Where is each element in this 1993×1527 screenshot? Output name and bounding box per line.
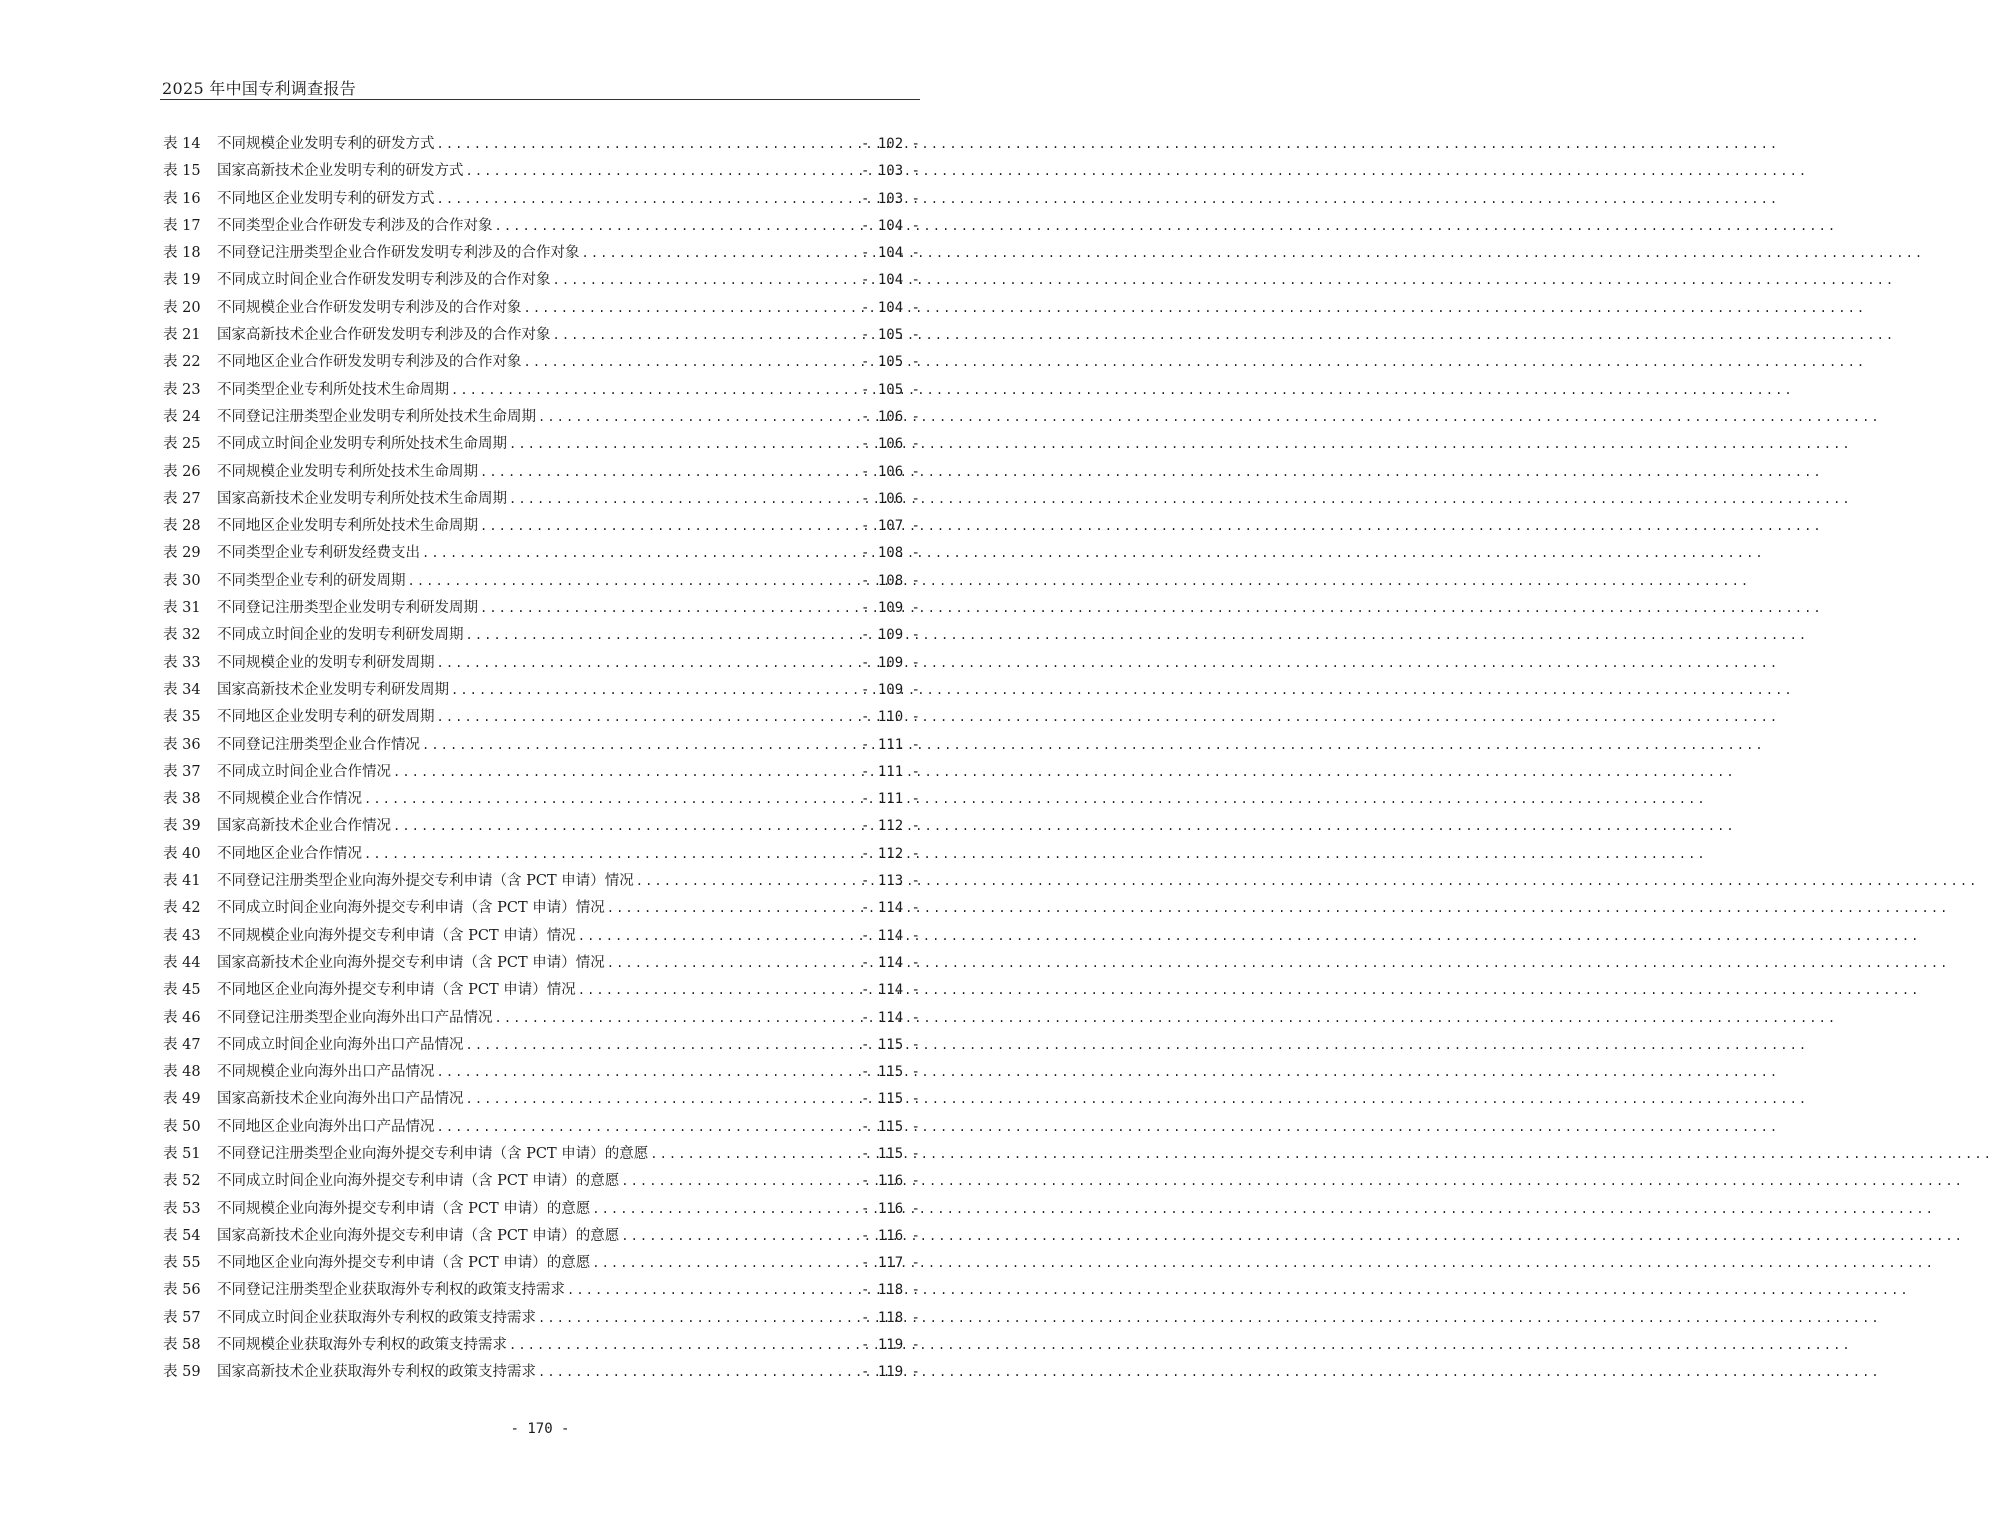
toc-entry-title: 不同规模企业发明专利所处技术生命周期 xyxy=(217,463,478,480)
toc-entry-title: 不同地区企业向海外出口产品情况 xyxy=(217,1118,435,1135)
toc-entry-label: 表 54 xyxy=(163,1227,201,1244)
toc-entry-label: 表 15 xyxy=(163,163,201,180)
toc-entry-page: - 108 - xyxy=(860,545,920,562)
dot-leader xyxy=(364,841,857,868)
toc-entry-label: 表 37 xyxy=(163,763,201,780)
toc-entry[interactable] xyxy=(163,977,920,1004)
dot-leader xyxy=(408,568,857,595)
toc-entry-label: 表 33 xyxy=(163,654,201,671)
toc-entry[interactable] xyxy=(163,1114,920,1141)
toc-entry-title: 不同成立时间企业向海外出口产品情况 xyxy=(217,1036,464,1053)
dot-leader xyxy=(509,431,857,458)
toc-entry-label: 表 19 xyxy=(163,272,201,289)
toc-entry-page: - 118 - xyxy=(860,1282,920,1299)
toc-entry-label: 表 44 xyxy=(163,954,201,971)
toc-entry-page: - 104 - xyxy=(860,217,920,234)
toc-entry-page: - 114 - xyxy=(860,982,920,999)
toc-entry-page: - 119 - xyxy=(860,1364,920,1381)
toc-entry-page: - 116 - xyxy=(860,1227,920,1244)
toc-entry-label: 表 28 xyxy=(163,518,201,535)
toc-entry-page: - 102 - xyxy=(860,136,920,152)
toc-entry-title: 国家高新技术企业向海外提交专利申请（含 PCT 申请）的意愿 xyxy=(217,1227,620,1244)
toc-entry[interactable] xyxy=(163,759,920,786)
toc-entry-page: - 106 - xyxy=(860,463,920,480)
toc-entry-page: - 117 - xyxy=(860,1255,920,1272)
toc-entry[interactable] xyxy=(163,1277,920,1304)
toc-entry-page: - 105 - xyxy=(860,354,920,371)
toc-entry[interactable] xyxy=(163,568,920,595)
toc-entry[interactable] xyxy=(163,540,920,567)
toc-entry-page: - 115 - xyxy=(860,1036,920,1053)
toc-entry-title: 不同登记注册类型企业向海外出口产品情况 xyxy=(217,1009,493,1026)
toc-entry[interactable] xyxy=(163,677,920,704)
toc-entry-label: 表 43 xyxy=(163,927,201,944)
dot-leader xyxy=(636,868,857,895)
toc-entry-label: 表 56 xyxy=(163,1282,201,1299)
toc-entry-title: 国家高新技术企业合作情况 xyxy=(217,818,391,835)
toc-entry[interactable] xyxy=(163,486,920,513)
toc-entry-page: - 109 - xyxy=(860,681,920,698)
toc-entry-label: 表 25 xyxy=(163,436,201,453)
toc-entry-page: - 104 - xyxy=(860,299,920,316)
header-rule xyxy=(160,99,920,100)
toc-entry-label: 表 45 xyxy=(163,982,201,999)
toc-entry-label: 表 52 xyxy=(163,1173,201,1190)
toc-entry-label: 表 35 xyxy=(163,709,201,726)
toc-entry-label: 表 49 xyxy=(163,1091,201,1108)
dot-leader xyxy=(422,540,857,567)
table-of-contents xyxy=(163,131,920,1387)
toc-entry-title: 不同类型企业专利研发经费支出 xyxy=(217,545,420,562)
toc-entry-page: - 106 - xyxy=(860,408,920,425)
toc-entry[interactable] xyxy=(163,786,920,813)
toc-entry-label: 表 30 xyxy=(163,572,201,589)
page-number: - 170 - xyxy=(510,1421,570,1437)
toc-entry-title: 不同地区企业发明专利的研发方式 xyxy=(217,190,435,207)
toc-entry-page: - 105 - xyxy=(860,381,920,398)
toc-entry-title: 不同成立时间企业发明专利所处技术生命周期 xyxy=(217,436,507,453)
toc-entry-label: 表 51 xyxy=(163,1145,201,1162)
toc-entry-label: 表 57 xyxy=(163,1309,201,1326)
toc-entry[interactable] xyxy=(163,1196,920,1223)
toc-entry-label: 表 23 xyxy=(163,381,201,398)
toc-entry[interactable] xyxy=(163,622,920,649)
toc-entry-page: - 114 - xyxy=(860,900,920,917)
toc-entry[interactable] xyxy=(163,431,920,458)
toc-entry-label: 表 48 xyxy=(163,1064,201,1081)
toc-entry-page: - 104 - xyxy=(860,245,920,262)
toc-entry-page: - 114 - xyxy=(860,927,920,944)
toc-entry[interactable] xyxy=(163,1168,920,1195)
toc-entry[interactable] xyxy=(163,513,920,540)
toc-entry-title: 不同地区企业合作研发发明专利涉及的合作对象 xyxy=(217,354,522,371)
toc-entry-page: - 115 - xyxy=(860,1091,920,1108)
toc-entry-title: 不同登记注册类型企业合作情况 xyxy=(217,736,420,753)
toc-entry[interactable] xyxy=(163,1059,920,1086)
toc-entry-page: - 113 - xyxy=(860,873,920,890)
toc-entry-label: 表 29 xyxy=(163,545,201,562)
dot-leader xyxy=(553,267,857,294)
dot-leader xyxy=(437,704,857,731)
dot-leader xyxy=(538,404,857,431)
toc-entry-page: - 112 - xyxy=(860,818,920,835)
toc-entry[interactable] xyxy=(163,377,920,404)
toc-entry-title: 不同登记注册类型企业合作研发发明专利涉及的合作对象 xyxy=(217,245,580,262)
dot-leader xyxy=(592,1196,857,1223)
toc-entry-label: 表 21 xyxy=(163,327,201,344)
toc-entry-title: 不同规模企业向海外提交专利申请（含 PCT 申请）的意愿 xyxy=(217,1200,591,1217)
toc-entry[interactable] xyxy=(163,595,920,622)
toc-entry-label: 表 17 xyxy=(163,217,201,234)
toc-entry-title: 国家高新技术企业发明专利所处技术生命周期 xyxy=(217,490,507,507)
toc-entry-title: 国家高新技术企业获取海外专利权的政策支持需求 xyxy=(217,1364,536,1381)
dot-leader xyxy=(437,131,857,158)
toc-entry-title: 国家高新技术企业合作研发发明专利涉及的合作对象 xyxy=(217,327,551,344)
toc-entry-label: 表 32 xyxy=(163,627,201,644)
toc-entry[interactable] xyxy=(163,213,920,240)
dot-leader xyxy=(582,240,857,267)
toc-entry-label: 表 24 xyxy=(163,408,201,425)
toc-entry-title: 不同规模企业向海外提交专利申请（含 PCT 申请）情况 xyxy=(217,927,576,944)
dot-leader xyxy=(538,1305,857,1332)
toc-entry-page: - 116 - xyxy=(860,1173,920,1190)
toc-entry-label: 表 39 xyxy=(163,818,201,835)
toc-entry-label: 表 47 xyxy=(163,1036,201,1053)
toc-entry-title: 不同类型企业合作研发专利涉及的合作对象 xyxy=(217,217,493,234)
dot-leader xyxy=(393,759,857,786)
toc-entry-title: 国家高新技术企业发明专利的研发方式 xyxy=(217,163,464,180)
toc-entry-title: 不同登记注册类型企业发明专利研发周期 xyxy=(217,600,478,617)
dot-leader xyxy=(437,1114,857,1141)
dot-leader xyxy=(578,923,857,950)
toc-entry-page: - 114 - xyxy=(860,1009,920,1026)
dot-leader xyxy=(509,486,857,513)
toc-entry-page: - 106 - xyxy=(860,436,920,453)
toc-entry-title: 不同登记注册类型企业向海外提交专利申请（含 PCT 申请）情况 xyxy=(217,873,634,890)
toc-entry-label: 表 31 xyxy=(163,600,201,617)
toc-entry[interactable] xyxy=(163,1305,920,1332)
toc-entry[interactable] xyxy=(163,1332,920,1359)
toc-entry-page: - 111 - xyxy=(860,736,920,753)
dot-leader xyxy=(437,186,857,213)
toc-entry-label: 表 42 xyxy=(163,900,201,917)
toc-entry-page: - 111 - xyxy=(860,791,920,808)
dot-leader xyxy=(592,1250,857,1277)
dot-leader xyxy=(650,1141,857,1168)
toc-entry-page: - 115 - xyxy=(860,1118,920,1135)
toc-entry-page: - 107 - xyxy=(860,518,920,535)
toc-entry-title: 不同成立时间企业合作情况 xyxy=(217,763,391,780)
toc-entry-title: 不同成立时间企业向海外提交专利申请（含 PCT 申请）的意愿 xyxy=(217,1173,620,1190)
toc-entry-title: 国家高新技术企业向海外出口产品情况 xyxy=(217,1091,464,1108)
toc-entry-label: 表 40 xyxy=(163,845,201,862)
toc-entry-title: 不同规模企业发明专利的研发方式 xyxy=(217,136,435,152)
toc-entry-page: - 103 - xyxy=(860,190,920,207)
toc-entry[interactable] xyxy=(163,923,920,950)
dot-leader xyxy=(466,1086,857,1113)
dot-leader xyxy=(393,813,857,840)
dot-leader xyxy=(480,459,857,486)
toc-entry[interactable] xyxy=(163,704,920,731)
toc-entry-page: - 103 - xyxy=(860,163,920,180)
toc-entry-title: 不同登记注册类型企业发明专利所处技术生命周期 xyxy=(217,408,536,425)
toc-entry[interactable] xyxy=(163,322,920,349)
toc-entry-label: 表 53 xyxy=(163,1200,201,1217)
toc-entry[interactable] xyxy=(163,650,920,677)
toc-entry-page: - 115 - xyxy=(860,1145,920,1162)
toc-entry-label: 表 59 xyxy=(163,1364,201,1381)
toc-entry-title: 不同成立时间企业获取海外专利权的政策支持需求 xyxy=(217,1309,536,1326)
toc-entry-page: - 109 - xyxy=(860,600,920,617)
dot-leader xyxy=(451,677,857,704)
dot-leader xyxy=(480,513,857,540)
toc-entry[interactable] xyxy=(163,868,920,895)
toc-entry[interactable] xyxy=(163,1141,920,1168)
dot-leader xyxy=(621,1223,857,1250)
toc-entry-page: - 110 - xyxy=(860,709,920,726)
dot-leader xyxy=(480,595,857,622)
toc-entry-title: 不同规模企业的发明专利研发周期 xyxy=(217,654,435,671)
dot-leader xyxy=(509,1332,857,1359)
toc-entry[interactable] xyxy=(163,1032,920,1059)
toc-entry[interactable] xyxy=(163,1223,920,1250)
toc-entry[interactable] xyxy=(163,1005,920,1032)
toc-entry-label: 表 18 xyxy=(163,245,201,262)
toc-entry-label: 表 55 xyxy=(163,1255,201,1272)
toc-entry-label: 表 41 xyxy=(163,873,201,890)
dot-leader xyxy=(466,622,857,649)
toc-entry-page: - 115 - xyxy=(860,1064,920,1081)
toc-entry-title: 不同地区企业发明专利的研发周期 xyxy=(217,709,435,726)
toc-entry-page: - 109 - xyxy=(860,654,920,671)
toc-entry-title: 不同登记注册类型企业向海外提交专利申请（含 PCT 申请）的意愿 xyxy=(217,1145,649,1162)
toc-entry-page: - 114 - xyxy=(860,954,920,971)
toc-entry-title: 不同规模企业获取海外专利权的政策支持需求 xyxy=(217,1337,507,1354)
toc-entry-title: 国家高新技术企业向海外提交专利申请（含 PCT 申请）情况 xyxy=(217,954,605,971)
toc-entry-title: 不同规模企业合作研发发明专利涉及的合作对象 xyxy=(217,299,522,316)
dot-leader xyxy=(451,377,857,404)
toc-entry[interactable] xyxy=(163,459,920,486)
dot-leader xyxy=(437,1059,857,1086)
dot-leader xyxy=(524,295,857,322)
dot-leader xyxy=(495,1005,857,1032)
toc-entry[interactable] xyxy=(163,295,920,322)
toc-entry-page: - 104 - xyxy=(860,272,920,289)
toc-entry-page: - 111 - xyxy=(860,763,920,780)
toc-entry[interactable] xyxy=(163,732,920,759)
dot-leader xyxy=(567,1277,857,1304)
toc-entry-label: 表 20 xyxy=(163,299,201,316)
toc-entry-title: 不同地区企业合作情况 xyxy=(217,845,362,862)
toc-entry-label: 表 50 xyxy=(163,1118,201,1135)
toc-entry-title: 国家高新技术企业发明专利研发周期 xyxy=(217,681,449,698)
toc-entry-title: 不同地区企业发明专利所处技术生命周期 xyxy=(217,518,478,535)
toc-entry-title: 不同规模企业合作情况 xyxy=(217,791,362,808)
dot-leader xyxy=(621,1168,857,1195)
running-header: 2025 年中国专利调查报告 xyxy=(162,79,357,98)
dot-leader xyxy=(466,1032,857,1059)
toc-entry-title: 不同成立时间企业的发明专利研发周期 xyxy=(217,627,464,644)
toc-entry-page: - 118 - xyxy=(860,1309,920,1326)
toc-entry-label: 表 36 xyxy=(163,736,201,753)
toc-entry-label: 表 14 xyxy=(163,136,201,152)
dot-leader xyxy=(578,977,857,1004)
toc-entry-page: - 108 - xyxy=(860,572,920,589)
toc-entry[interactable] xyxy=(163,1250,920,1277)
toc-entry-page: - 112 - xyxy=(860,845,920,862)
toc-entry-title: 不同规模企业向海外出口产品情况 xyxy=(217,1064,435,1081)
toc-entry[interactable] xyxy=(163,813,920,840)
toc-entry[interactable] xyxy=(163,131,920,158)
toc-entry-page: - 105 - xyxy=(860,327,920,344)
toc-entry[interactable] xyxy=(163,895,920,922)
toc-entry-title: 不同成立时间企业向海外提交专利申请（含 PCT 申请）情况 xyxy=(217,900,605,917)
toc-entry-title: 不同地区企业向海外提交专利申请（含 PCT 申请）情况 xyxy=(217,982,576,999)
toc-entry-page: - 109 - xyxy=(860,627,920,644)
toc-entry[interactable] xyxy=(163,1086,920,1113)
toc-entry-label: 表 58 xyxy=(163,1337,201,1354)
toc-entry-label: 表 34 xyxy=(163,681,201,698)
toc-entry[interactable] xyxy=(163,240,920,267)
toc-entry[interactable] xyxy=(163,841,920,868)
toc-entry[interactable] xyxy=(163,267,920,294)
toc-entry-title: 不同类型企业专利所处技术生命周期 xyxy=(217,381,449,398)
dot-leader xyxy=(524,349,857,376)
toc-entry-label: 表 27 xyxy=(163,490,201,507)
toc-entry-page: - 119 - xyxy=(860,1337,920,1354)
dot-leader xyxy=(538,1359,857,1386)
toc-entry[interactable] xyxy=(163,349,920,376)
toc-entry-title: 不同成立时间企业合作研发发明专利涉及的合作对象 xyxy=(217,272,551,289)
toc-entry-title: 不同登记注册类型企业获取海外专利权的政策支持需求 xyxy=(217,1282,565,1299)
toc-entry-title: 不同地区企业向海外提交专利申请（含 PCT 申请）的意愿 xyxy=(217,1255,591,1272)
toc-entry[interactable] xyxy=(163,1359,920,1386)
dot-leader xyxy=(553,322,857,349)
toc-entry-title: 不同类型企业专利的研发周期 xyxy=(217,572,406,589)
dot-leader xyxy=(422,732,857,759)
dot-leader xyxy=(364,786,857,813)
toc-entry-label: 表 26 xyxy=(163,463,201,480)
toc-entry-page: - 116 - xyxy=(860,1200,920,1217)
dot-leader xyxy=(437,650,857,677)
dot-leader xyxy=(495,213,857,240)
toc-entry-page: - 106 - xyxy=(860,490,920,507)
toc-entry-label: 表 46 xyxy=(163,1009,201,1026)
toc-entry[interactable] xyxy=(163,404,920,431)
toc-entry[interactable] xyxy=(163,950,920,977)
dot-leader xyxy=(607,895,857,922)
dot-leader xyxy=(466,158,857,185)
toc-entry-label: 表 16 xyxy=(163,190,201,207)
toc-entry-label: 表 38 xyxy=(163,791,201,808)
dot-leader xyxy=(607,950,857,977)
toc-entry-label: 表 22 xyxy=(163,354,201,371)
toc-entry[interactable] xyxy=(163,186,920,213)
toc-entry[interactable] xyxy=(163,158,920,185)
